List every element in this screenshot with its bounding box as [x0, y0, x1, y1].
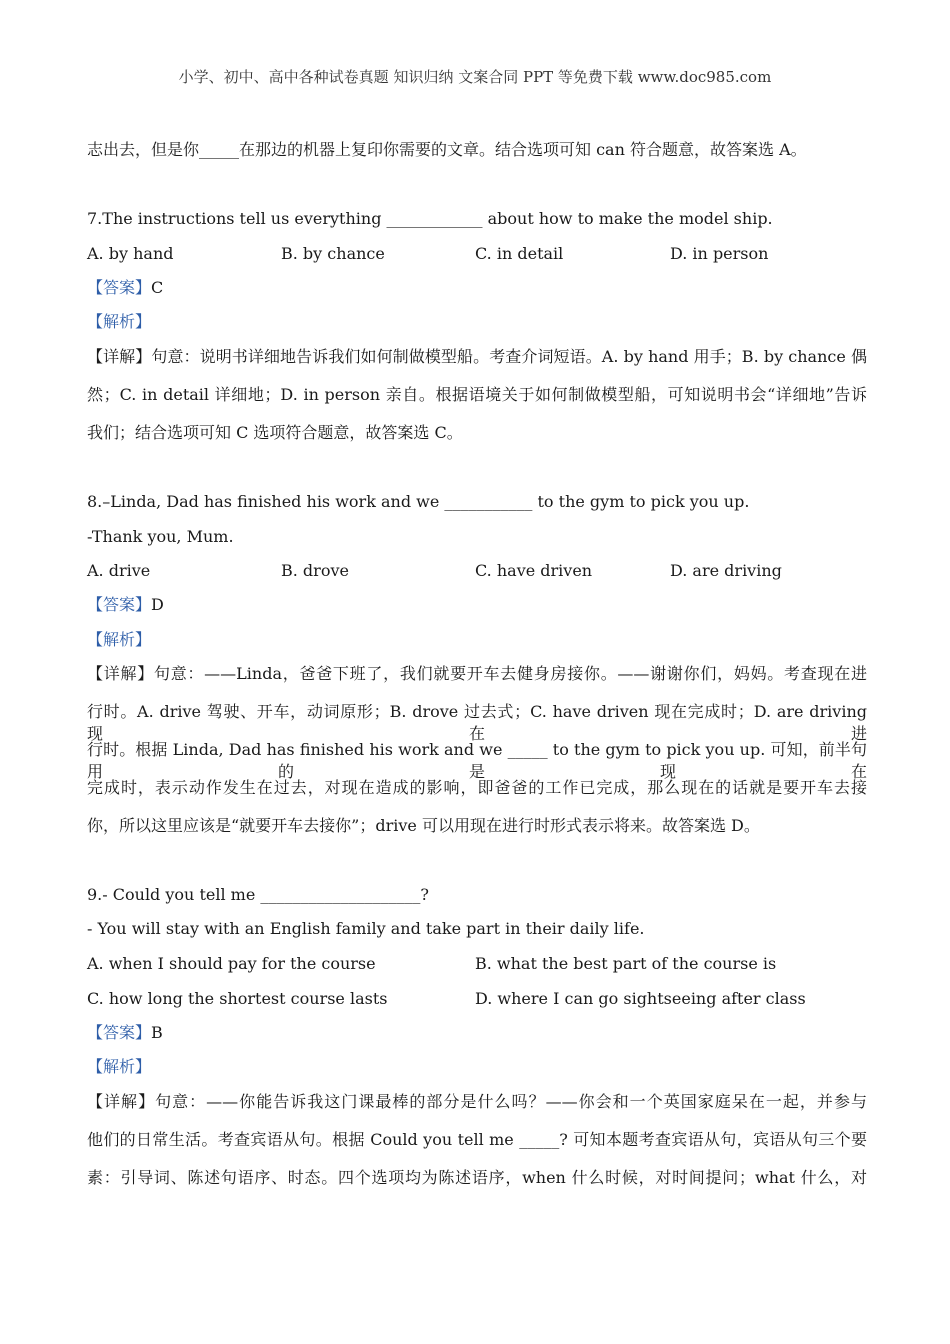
q9-detail-line-3: 素：引导词、陈述句语序、时态。四个选项均为陈述语序，when 什么时候，对时间提问；what 什么，对 [87, 1168, 867, 1187]
q8-option-a: A. drive [87, 561, 151, 580]
continuation-text: 志出去，但是你_____在那边的机器上复印你需要的文章。结合选项可知 can 符合题意，故答案选 A。 [87, 140, 807, 159]
analysis-label: 【解析】 [87, 312, 152, 331]
q9-option-d: D. where I can go sightseeing after class [475, 989, 806, 1008]
q8-analysis-label [87, 629, 867, 651]
q8-answer-line [87, 594, 867, 616]
q7-detail-line-3: 我们；结合选项可知 C 选项符合题意，故答案选 C。 [87, 423, 463, 442]
detail-label: 【详解】 [87, 347, 152, 366]
q8-detail-line-1 [87, 663, 867, 685]
q9-detail-line-1 [87, 1091, 867, 1113]
q8-option-b: B. drove [281, 561, 349, 580]
page-header: 小学、初中、高中各种试卷真题 知识归纳 文案合同 PPT 等免费下载 www.doc985.com [178, 68, 772, 86]
q9-option-a: A. when I should pay for the course [87, 954, 376, 973]
detail-label: 【详解】 [87, 1092, 156, 1111]
q8-detail-line-3: 行时。根据 Linda, Dad has finished his work and we _____ to the gym to pick you up. 可知，前半句用的是现在 [87, 740, 867, 781]
q7-detail-text-1: 句意：说明书详细地告诉我们如何制做模型船。考查介词短语。A. by hand 用手；B. by chance 偶 [151, 347, 867, 366]
q9-stem: 9.- Could you tell me ____________________? [87, 885, 429, 904]
q9-answer-line [87, 1022, 867, 1044]
answer-label: 【答案】 [87, 595, 152, 614]
q8-stem: 8.–Linda, Dad has finished his work and we ___________ to the gym to pick you up. [87, 492, 750, 511]
q8-detail-line-4: 完成时，表示动作发生在过去，对现在造成的影响，即爸爸的工作已完成，那么现在的话就是要开车去接 [87, 778, 867, 797]
q7-analysis-label [87, 311, 867, 333]
q7-detail-line-1 [87, 346, 867, 368]
analysis-label: 【解析】 [87, 1057, 152, 1076]
q7-option-b: B. by chance [281, 244, 385, 263]
q9-option-b: B. what the best part of the course is [475, 954, 777, 973]
detail-label: 【详解】 [87, 664, 154, 683]
q8-detail-line-5: 你，所以这里应该是“就要开车去接你”；drive 可以用现在进行时形式表示将来。故答案选 D。 [87, 816, 760, 835]
q7-option-d: D. in person [670, 244, 769, 263]
q7-option-c: C. in detail [475, 244, 564, 263]
q8-detail-line-2: 行时。A. drive 驾驶、开车，动词原形；B. drove 过去式；C. have driven 现在完成时；D. are driving 现在进 [87, 702, 867, 743]
q9-reply: - You will stay with an English family and take part in their daily life. [87, 919, 645, 938]
answer-label: 【答案】 [87, 278, 152, 297]
q7-answer-line [87, 277, 867, 299]
q9-detail-line-2: 他们的日常生活。考查宾语从句。根据 Could you tell me _____? 可知本题考查宾语从句，宾语从句三个要 [87, 1130, 867, 1149]
q8-reply: -Thank you, Mum. [87, 527, 234, 546]
q8-detail-text-1: 句意：——Linda，爸爸下班了，我们就要开车去健身房接你。——谢谢你们，妈妈。考查现在进 [153, 664, 867, 683]
q8-answer: D [151, 595, 164, 614]
q7-stem: 7.The instructions tell us everything ____________ about how to make the model ship. [87, 209, 773, 228]
q9-detail-text-1: 句意：——你能告诉我这门课最棒的部分是什么吗？——你会和一个英国家庭呆在一起，并参与 [155, 1092, 867, 1111]
q9-answer: B [151, 1023, 163, 1042]
q9-analysis-label [87, 1056, 867, 1078]
q7-answer: C [151, 278, 164, 297]
q8-option-d: D. are driving [670, 561, 782, 580]
q8-option-c: C. have driven [475, 561, 593, 580]
q7-option-a: A. by hand [87, 244, 174, 263]
q9-option-c: C. how long the shortest course lasts [87, 989, 388, 1008]
analysis-label: 【解析】 [87, 630, 152, 649]
q7-detail-line-2: 然；C. in detail 详细地；D. in person 亲自。根据语境关于如何制做模型船，可知说明书会“详细地”告诉 [87, 385, 867, 404]
answer-label: 【答案】 [87, 1023, 152, 1042]
